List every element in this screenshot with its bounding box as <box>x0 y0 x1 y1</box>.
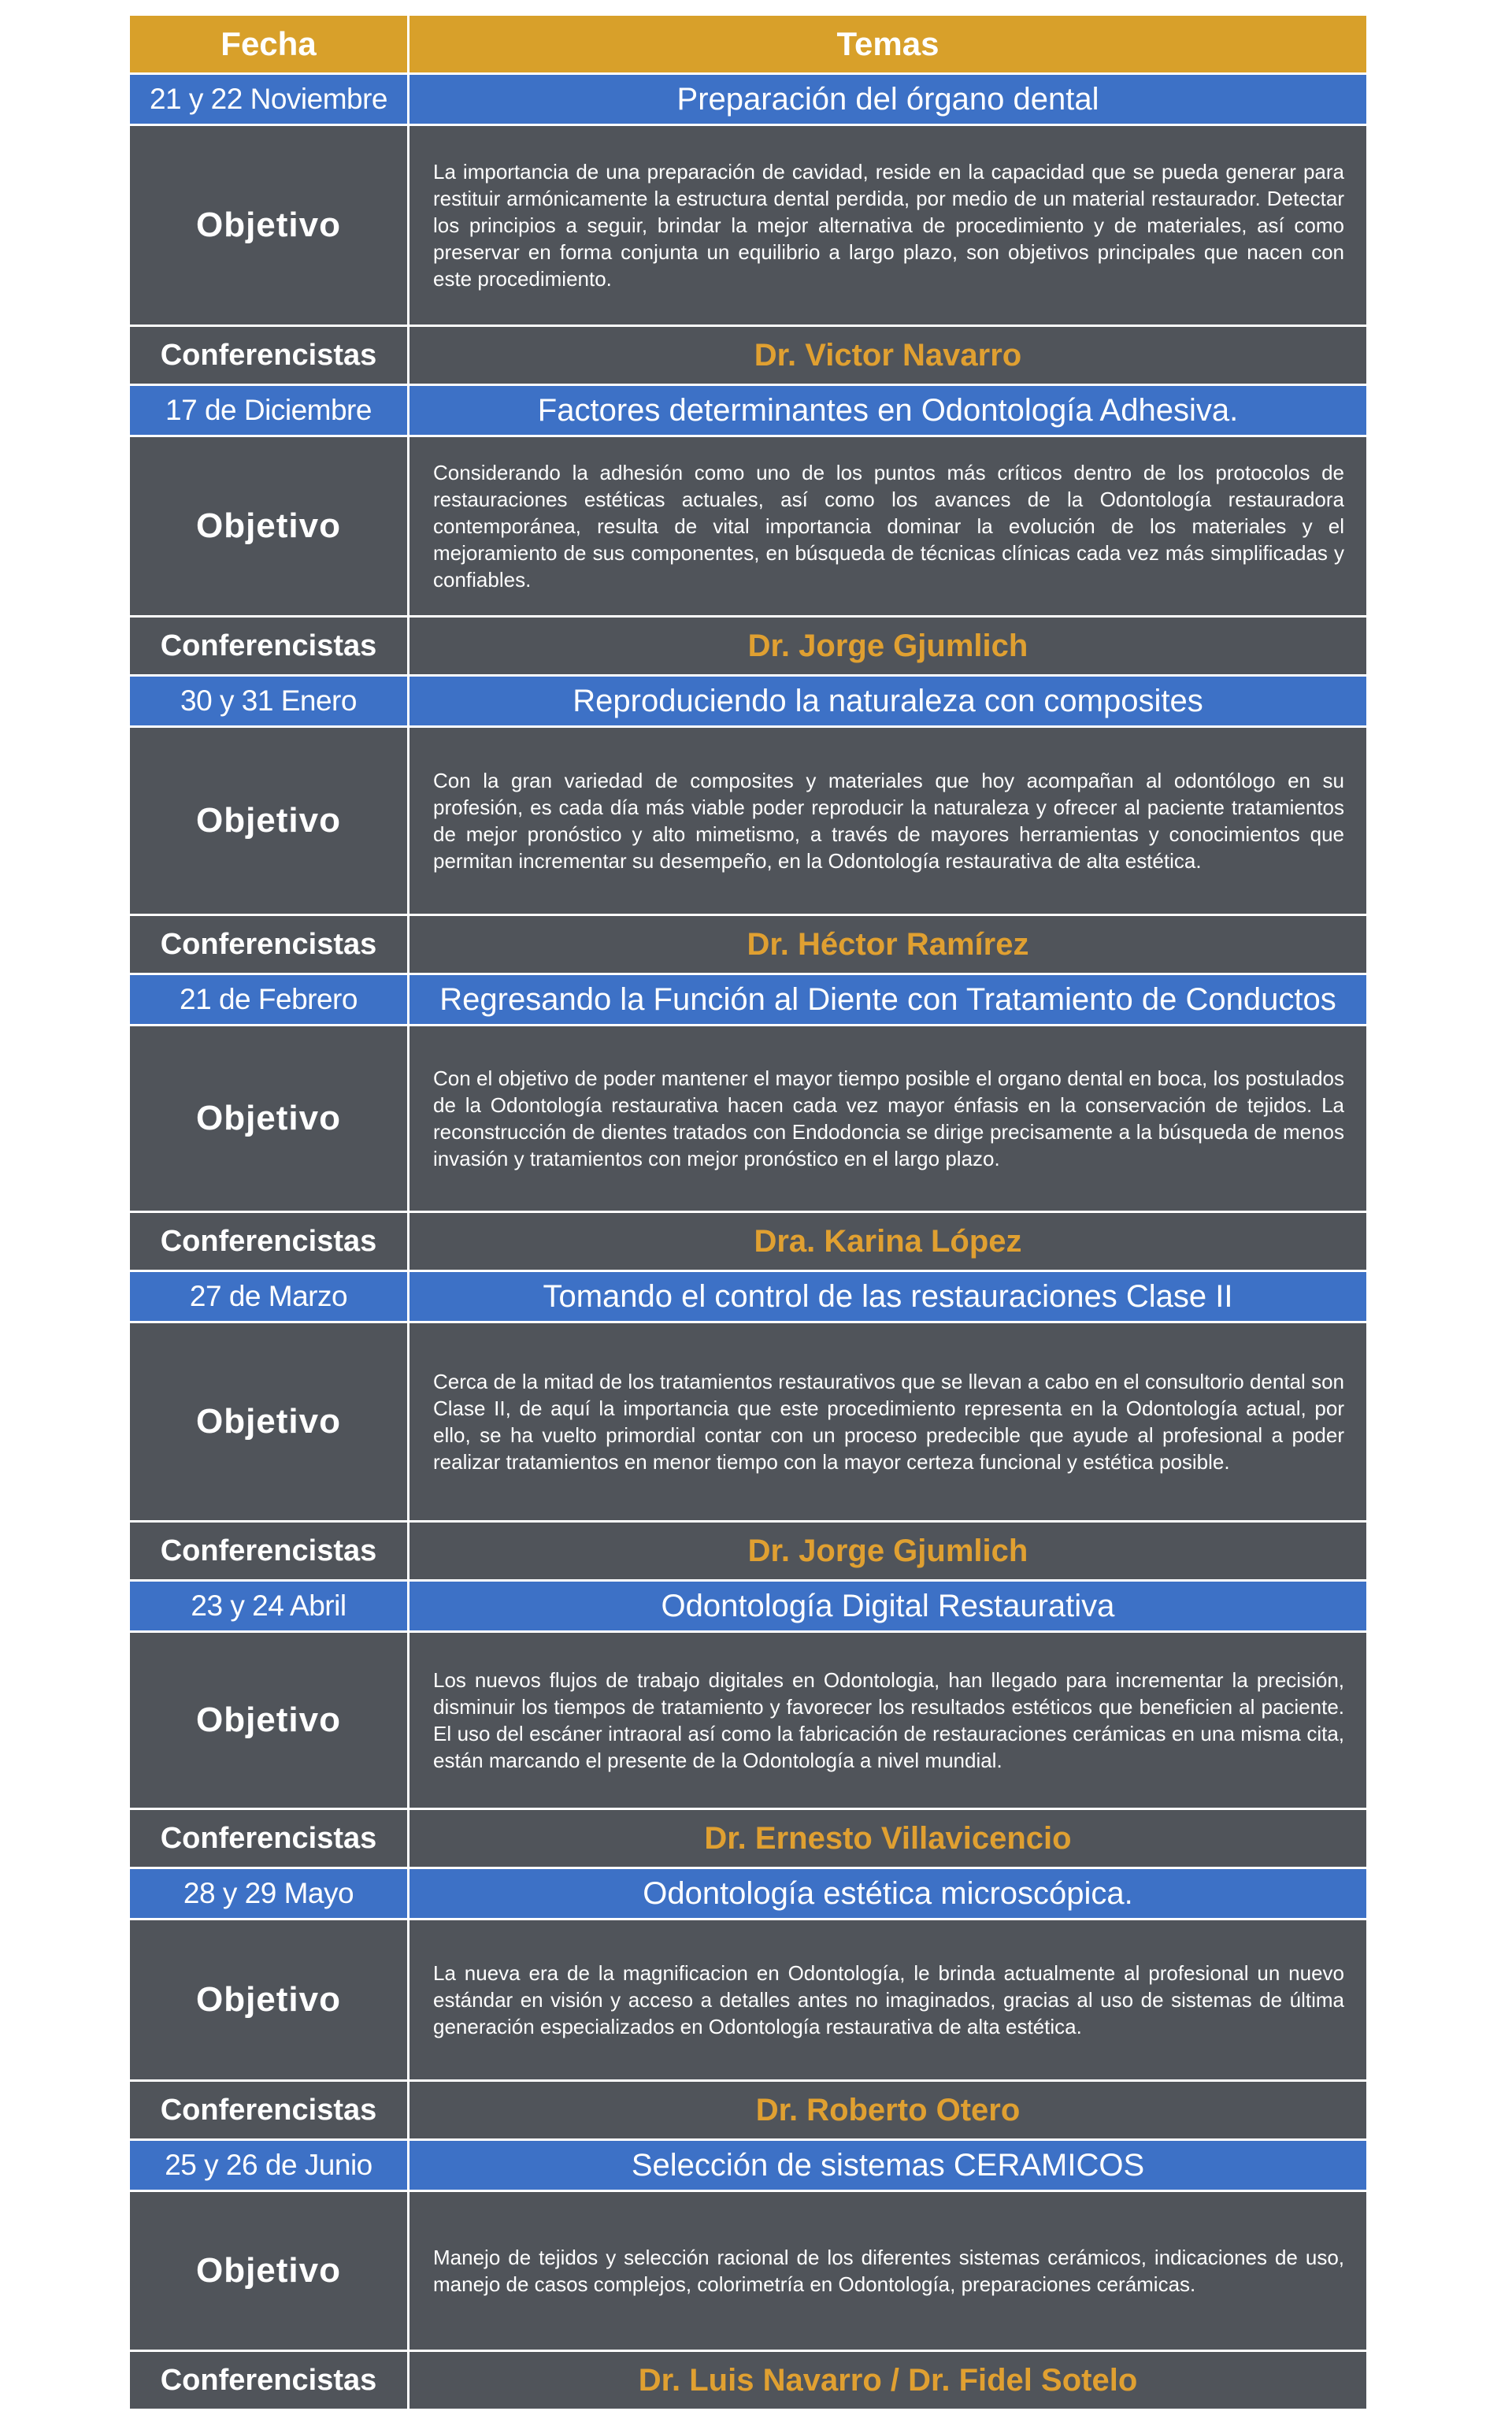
session-date-row <box>130 1869 1366 1920</box>
speakers-label: Conferencistas <box>130 2082 410 2138</box>
session-speakers-row <box>130 1523 1366 1582</box>
session-date-row <box>130 975 1366 1026</box>
session-objective-row <box>130 728 1366 916</box>
session-topic: Reproduciendo la naturaleza con composites <box>573 683 1203 718</box>
session-speakers-row <box>130 2352 1366 2411</box>
objective-text: Con el objetivo de poder mantener el mayor tiempo posible el organo dental en boca, los postulados de la Odontología restaurativa hacen cada vez mayor énfasis en la conservación de tejidos. La reconstrucción de dientes tratados con Endodoncia se dirige precisamente a la búsqueda de menos invasión y tratamientos con mejor pronóstico en el largo plazo. <box>433 1066 1344 1170</box>
objective-label: Objetivo <box>130 1323 410 1520</box>
objective-text-cell <box>410 2192 1366 2350</box>
session-date-row <box>130 75 1366 126</box>
session-date: 28 y 29 Mayo <box>130 1869 410 1918</box>
session-objective-row <box>130 2192 1366 2352</box>
session-date: 21 y 22 Noviembre <box>130 75 410 124</box>
session-topic: Odontología estética microscópica. <box>643 1875 1133 1911</box>
session-speakers-row <box>130 1810 1366 1869</box>
session-speakers: Dr. Ernesto Villavicencio <box>704 1820 1072 1856</box>
session-speakers-row <box>130 618 1366 677</box>
objective-text: La importancia de una preparación de cavidad, reside en la capacidad que se pueda generar para restituir armónicamente la estructura dental perdida, por medio de un material restaurador. Detectar los principios a seguir, brindar la mejor alternativa de procedimiento y de materiales, así como preservar en forma conjunta un equilibrio a largo plazo, son objetivos principales que nacen con este procedimiento. <box>433 160 1344 291</box>
session-topic: Factores determinantes en Odontología Adhesiva. <box>537 392 1239 428</box>
session-topic: Odontología Digital Restaurativa <box>661 1588 1115 1623</box>
objective-text: Con la gran variedad de composites y materiales que hoy acompañan al odontólogo en su profesión, es cada día más viable poder reproducir la naturaleza y ofrecer al paciente tratamientos de mejor pronóstico y alto mimetismo, a través de mayores herramientas y conocimientos que permitan incrementar su desempeño, en la Odontología restaurativa de alta estética. <box>433 769 1344 873</box>
session-speakers: Dra. Karina López <box>754 1223 1022 1259</box>
speakers-label: Conferencistas <box>130 1810 410 1867</box>
objective-label: Objetivo <box>130 2192 410 2350</box>
session-date-row <box>130 1582 1366 1633</box>
objective-label: Objetivo <box>130 1026 410 1211</box>
session-speakers: Dr. Victor Navarro <box>754 337 1022 373</box>
session-topic: Selección de sistemas CERAMICOS <box>631 2147 1145 2183</box>
speakers-label: Conferencistas <box>130 916 410 973</box>
session-speakers-row <box>130 916 1366 975</box>
session-speakers: Dr. Jorge Gjumlich <box>747 1533 1028 1568</box>
session-objective-row <box>130 1323 1366 1523</box>
objective-text: La nueva era de la magnificacion en Odontología, le brinda actualmente al profesional un nuevo estándar en visión y acceso a detalles antes no imaginados, gracias al uso de sistemas de última generación especializados en Odontología restaurativa de alta estética. <box>433 1961 1344 2038</box>
topic-column-header: Temas <box>836 25 939 62</box>
session-date: 23 y 24 Abril <box>130 1582 410 1630</box>
objective-text-cell <box>410 1323 1366 1520</box>
objective-text: Los nuevos flujos de trabajo digitales en Odontologia, han llegado para incrementar la precisión, disminuir los tiempos de tratamiento y favorecer los resultados estéticos que beneficien al paciente. El uso del escáner intraoral así como la fabricación de restauraciones cerámicas en una misma cita, están marcando el presente de la Odontología a nivel mundial. <box>433 1668 1344 1772</box>
session-topic: Tomando el control de las restauraciones Clase II <box>543 1278 1233 1314</box>
session-speakers-row <box>130 2082 1366 2141</box>
objective-text-cell <box>410 437 1366 615</box>
speakers-label: Conferencistas <box>130 618 410 674</box>
session-date: 30 y 31 Enero <box>130 677 410 725</box>
speakers-label: Conferencistas <box>130 2352 410 2409</box>
speakers-label: Conferencistas <box>130 1523 410 1579</box>
session-speakers: Dr. Jorge Gjumlich <box>747 628 1028 663</box>
session-speakers-row <box>130 327 1366 386</box>
objective-label: Objetivo <box>130 126 410 325</box>
session-date: 25 y 26 de Junio <box>130 2141 410 2190</box>
session-speakers: Dr. Roberto Otero <box>755 2092 1021 2127</box>
session-date-row <box>130 2141 1366 2192</box>
session-topic: Regresando la Función al Diente con Tratamiento de Conductos <box>439 981 1336 1017</box>
session-date-row <box>130 386 1366 437</box>
objective-text-cell <box>410 1633 1366 1808</box>
session-date: 21 de Febrero <box>130 975 410 1024</box>
session-topic: Preparación del órgano dental <box>676 81 1099 117</box>
objective-text: Manejo de tejidos y selección racional de los diferentes sistemas cerámicos, indicaciones de uso, manejo de casos complejos, colorimetría en Odontología, preparaciones cerámicas. <box>433 2246 1344 2296</box>
session-objective-row <box>130 1633 1366 1810</box>
objective-label: Objetivo <box>130 437 410 615</box>
speakers-label: Conferencistas <box>130 327 410 384</box>
session-date: 27 de Marzo <box>130 1272 410 1321</box>
objective-text-cell <box>410 126 1366 325</box>
session-speakers-row <box>130 1213 1366 1272</box>
objective-label: Objetivo <box>130 728 410 914</box>
objective-label: Objetivo <box>130 1920 410 2079</box>
session-objective-row <box>130 126 1366 327</box>
session-objective-row <box>130 1920 1366 2082</box>
session-date-row <box>130 677 1366 728</box>
session-objective-row <box>130 1026 1366 1213</box>
objective-label: Objetivo <box>130 1633 410 1808</box>
session-speakers: Dr. Héctor Ramírez <box>747 926 1029 962</box>
schedule-table <box>130 16 1366 2411</box>
session-objective-row <box>130 437 1366 618</box>
table-header <box>130 16 1366 75</box>
objective-text-cell <box>410 1920 1366 2079</box>
objective-text-cell <box>410 728 1366 914</box>
objective-text: Considerando la adhesión como uno de los puntos más críticos dentro de los protocolos de restauraciones estéticas actuales, así como los avances de la Odontología restauradora contemporánea, resulta de vital importancia dominar la evolución de los materiales y el mejoramiento de sus componentes, en búsqueda de técnicas clínicas cada vez más simplificadas y confiables. <box>433 461 1344 592</box>
objective-text: Cerca de la mitad de los tratamientos restaurativos que se llevan a cabo en el consultorio dental son Clase II, de aquí la importancia que este procedimiento representa en la Odontología actual, por ello, se ha vuelto primordial contar con un proceso predecible que ayude al profesional a poder realizar tratamientos en menor tiempo con la mayor certeza funcional y estética posible. <box>433 1370 1344 1474</box>
objective-text-cell <box>410 1026 1366 1211</box>
date-column-header: Fecha <box>130 16 410 72</box>
session-speakers: Dr. Luis Navarro / Dr. Fidel Sotelo <box>638 2362 1138 2398</box>
session-date: 17 de Diciembre <box>130 386 410 435</box>
speakers-label: Conferencistas <box>130 1213 410 1270</box>
session-date-row <box>130 1272 1366 1323</box>
